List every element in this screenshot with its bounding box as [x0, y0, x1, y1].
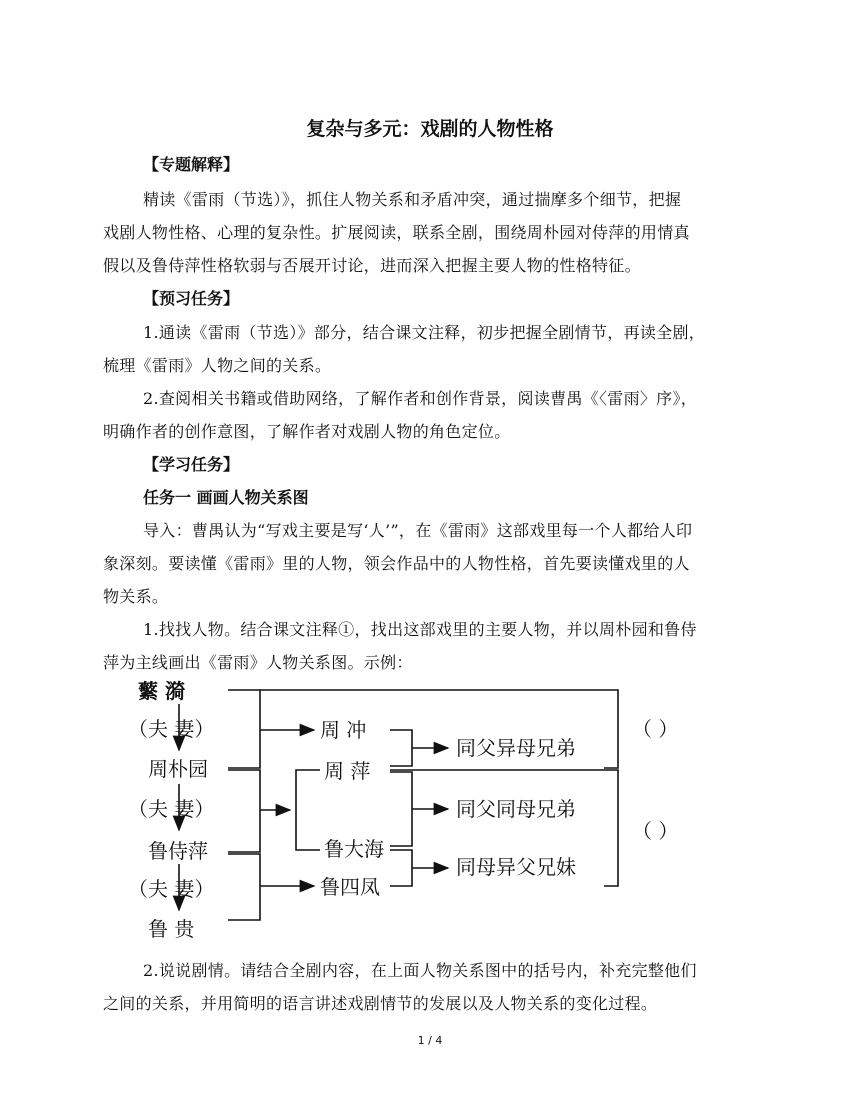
relation-label: 同父异母兄弟 [456, 736, 576, 760]
paragraph-line: 2.说说剧情。请结合全剧内容，在上面人物关系图中的括号内，补充完整他们 [143, 961, 697, 980]
paragraph-line: 精读《雷雨（节选）》，抓住人物关系和矛盾冲突，通过揣摩多个细节，把握 [143, 190, 682, 209]
page-title: 复杂与多元：戏剧的人物性格 [306, 118, 554, 140]
relation-label: 同母异父兄妹 [456, 855, 576, 879]
blank-bracket: （ ） [632, 717, 679, 741]
person-zhouping: 周 萍 [324, 759, 371, 783]
person-lusifeng: 鲁四凤 [320, 875, 380, 899]
paragraph-line: 导入：曹禺认为“写戏主要是写‘人’”，在《雷雨》这部戏里每一个人都给人印 [143, 521, 693, 540]
couple-label: （夫 妻） [128, 797, 215, 821]
person-ludahai: 鲁大海 [324, 837, 384, 861]
paragraph-line: 2.查阅相关书籍或借助网络，了解作者和创作背景，阅读曹禺《〈雷雨〉序》， [143, 389, 698, 408]
person-lushiping: 鲁侍萍 [148, 839, 208, 863]
paragraph-line: 假以及鲁侍萍性格软弱与否展开讨论，进而深入把握主要人物的性格特征。 [103, 256, 641, 275]
relationship-diagram [128, 674, 724, 944]
section-heading-explanation: 【专题解释】 [143, 155, 240, 174]
person-fanyi: 蘩 漪 [138, 679, 185, 703]
page-number: 1 / 4 [417, 1034, 443, 1047]
person-lugui: 鲁 贵 [148, 917, 195, 941]
section-heading-study: 【学习任务】 [143, 455, 240, 474]
blank-bracket: （ ） [632, 819, 679, 843]
paragraph-line: 物关系。 [103, 587, 169, 606]
paragraph-line: 萍为主线画出《雷雨》人物关系图。示例： [103, 653, 413, 672]
task-heading: 任务一 画画人物关系图 [143, 488, 309, 507]
paragraph-line: 梳理《雷雨》人物之间的关系。 [103, 356, 332, 375]
paragraph-line: 戏剧人物性格、心理的复杂性。扩展阅读，联系全剧，围绕周朴园对侍萍的用情真 [103, 223, 690, 242]
paragraph-line: 1.找找人物。结合课文注释①，找出这部戏里的主要人物，并以周朴园和鲁侍 [143, 620, 697, 639]
paragraph-line: 象深刻。要读懂《雷雨》里的人物，领会作品中的人物性格，首先要读懂戏里的人 [103, 554, 690, 573]
relation-label: 同父同母兄弟 [456, 797, 576, 821]
paragraph-line: 1.通读《雷雨（节选）》部分，结合课文注释，初步把握全剧情节，再读全剧， [143, 323, 706, 342]
person-zhoupuyuan: 周朴园 [148, 757, 208, 781]
couple-label: （夫 妻） [128, 717, 215, 741]
person-zhouchong: 周 冲 [320, 718, 367, 742]
paragraph-line: 明确作者的创作意图，了解作者对戏剧人物的角色定位。 [103, 422, 511, 441]
paragraph-line: 之间的关系，并用简明的语言讲述戏剧情节的发展以及人物关系的变化过程。 [103, 994, 658, 1013]
couple-label: （夫 妻） [128, 877, 215, 901]
section-heading-preview: 【预习任务】 [143, 289, 240, 308]
